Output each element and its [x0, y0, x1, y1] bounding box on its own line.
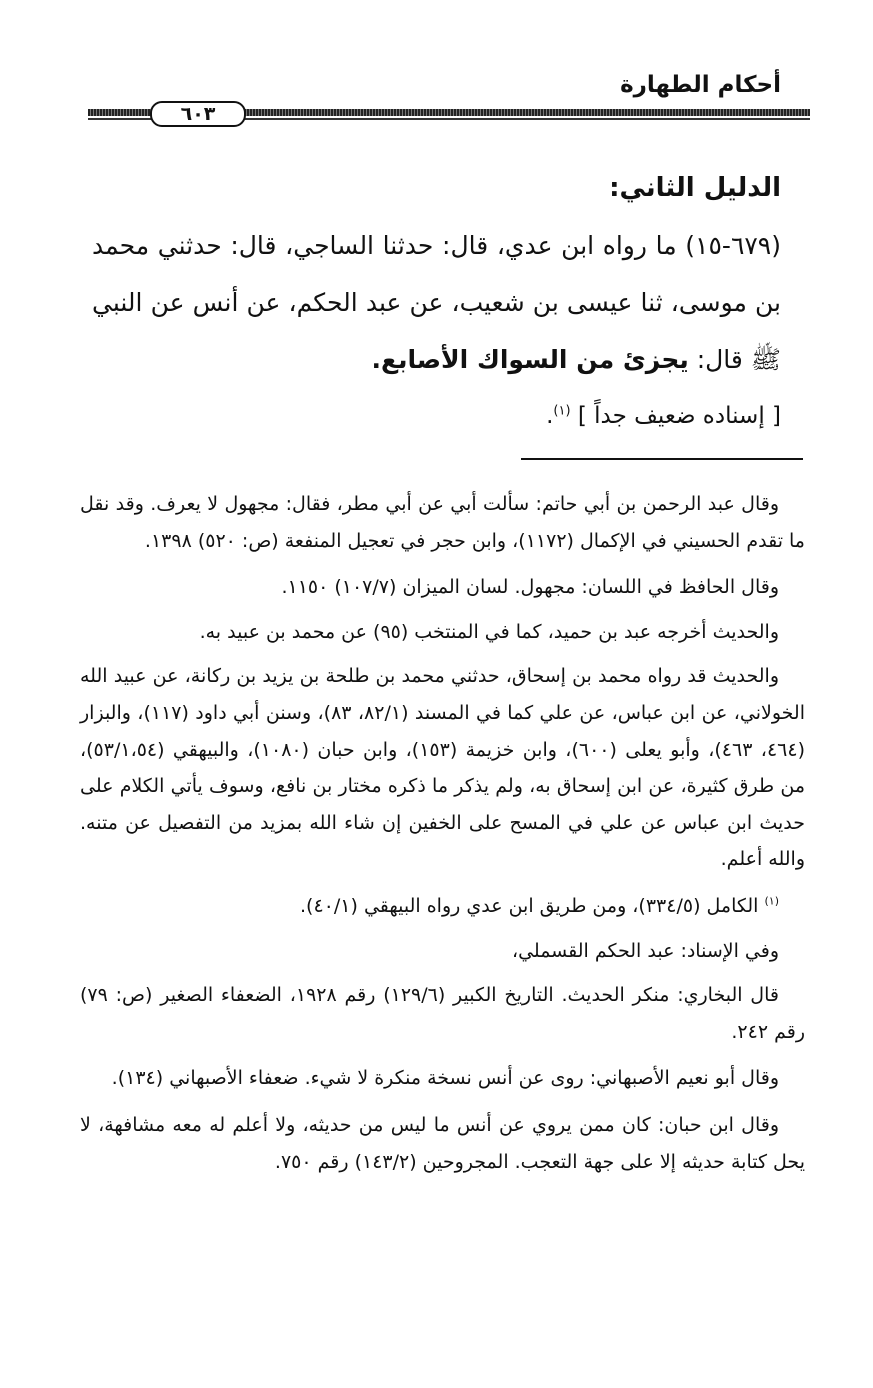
- page-number: ٦٠٣: [150, 101, 246, 127]
- section-heading: الدليل الثاني:: [609, 173, 781, 203]
- footnote-ref: (١): [553, 403, 571, 419]
- footnote-para-2: وقال الحافظ في اللسان: مجهول. لسان الميزان (١٠٧/٧) ١١٥٠.: [281, 576, 779, 599]
- footnotes: [80, 486, 805, 1190]
- footnote-1-text: الكامل (٣٣٤/٥)، ومن طريق ابن عدي رواه البيهقي (٤٠/١).: [300, 894, 759, 917]
- grade-line: [92, 388, 781, 445]
- hadith-intro: (٦٧٩-١٥) ما رواه ابن عدي، قال: حدثنا الساجي، قال: حدثني محمد بن موسى، ثنا عيسى بن شعيب، عن عبد الحكم، عن أنس عن النبي ﷺ قال:: [92, 231, 781, 374]
- hadith-text: يجزئ من السواك الأصابع.: [371, 345, 689, 374]
- header-rule: [88, 101, 810, 123]
- footnote-para-1: وقال عبد الرحمن بن أبي حاتم: سألت أبي عن أبي مطر، فقال: مجهول لا يعرف. وقد نقل ما تقدم الحسيني في الإكمال (١١٧٢)، وابن حجر في تعجيل المنفعة (ص: ٥٢٠) ١٣٩٨.: [80, 493, 805, 552]
- footnote-para-7: وقال أبو نعيم الأصبهاني: روى عن أنس نسخة منكرة لا شيء. ضعفاء الأصبهاني (١٣٤).: [111, 1067, 779, 1090]
- footnote-1-marker: (١): [764, 894, 779, 908]
- main-text: [92, 160, 781, 445]
- grade-text: [ إسناده ضعيف جداً ]: [577, 403, 781, 429]
- footnote-para-4: والحديث قد رواه محمد بن إسحاق، حدثني محمد بن طلحة بن يزيد بن ركانة، عن عبيد الله الخولاني، عن ابن عباس، عن علي كما في المسند (٨٢/١، ٨٣)، وسنن أبي داود (١١٧)، والبزار (٤٦٤، ٤٦٣)، وأبو يعلى (٦٠٠)، وابن خزيمة (١٥٣)، وابن حبان (١٠٨٠)، والبيهقي (٥٣/١،٥٤)، من طرق كثيرة، عن ابن إسحاق به، ولم يذكر ما ذكره مختار بن نافع، وسوف يأتي الكلام على حديث ابن عباس عن علي في المسح على الخفين إن شاء الله بمزيد من التفصيل عن متنه. والله أعلم.: [80, 665, 806, 871]
- footnote-1: [80, 888, 805, 925]
- footnote-separator: [521, 458, 803, 460]
- footnote-para-8: وقال ابن حبان: كان ممن يروي عن أنس ما ليس من حديثه، ولا أعلم له معه مشافهة، لا يحل كتابة حديثه إلا على جهة التعجب. المجروحين (١٤٣/٢) رقم ٧٥٠.: [80, 1113, 805, 1173]
- footnote-para-6: قال البخاري: منكر الحديث. التاريخ الكبير (١٢٩/٦) رقم ١٩٢٨، الضعفاء الصغير (ص: ٧٩) رقم ٢٤٢.: [80, 984, 805, 1043]
- running-title: أحكام الطهارة: [620, 72, 781, 98]
- footnote-para-5: وفي الإسناد: عبد الحكم القسملي،: [511, 939, 779, 962]
- footnote-para-3: والحديث أخرجه عبد بن حميد، كما في المنتخب (٩٥) عن محمد بن عبيد به.: [199, 620, 779, 643]
- hadith-paragraph: [92, 217, 781, 388]
- grade-end: .: [546, 403, 554, 429]
